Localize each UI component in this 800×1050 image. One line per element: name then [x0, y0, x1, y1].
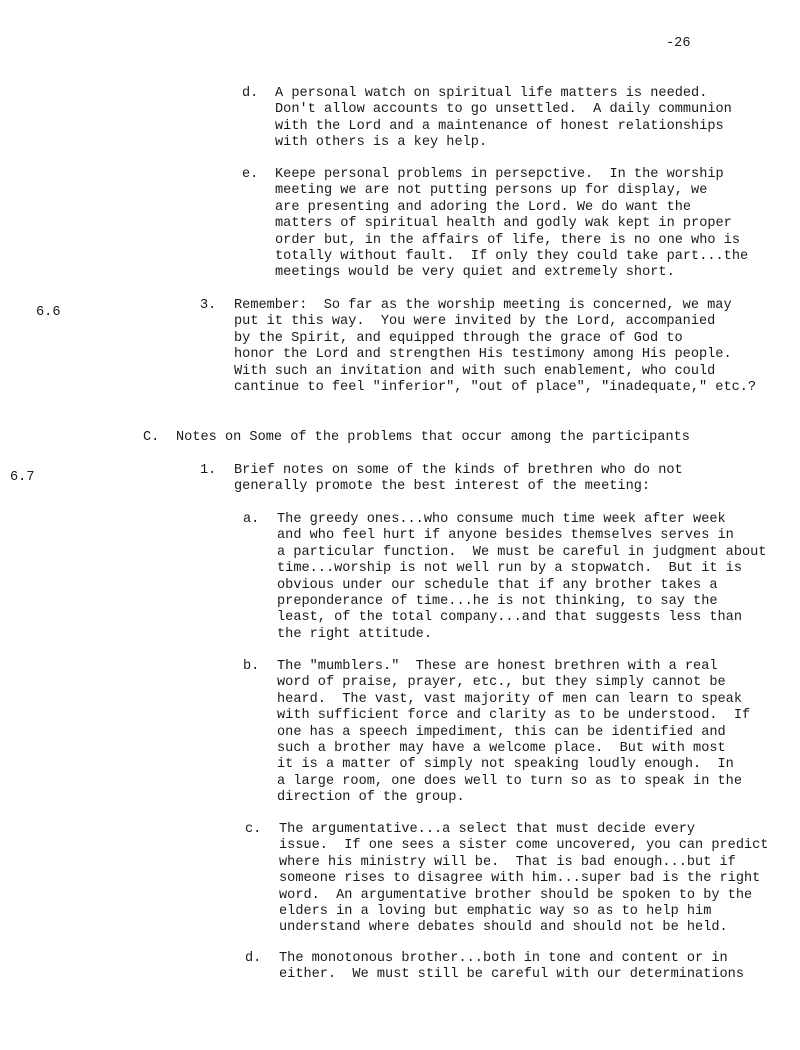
text-line: with sufficient force and clarity as to be understood. If	[277, 708, 751, 724]
item-3-text	[234, 298, 756, 396]
margin-ref-6-6: 6.6	[36, 305, 61, 320]
item-d-marker: d.	[242, 86, 259, 101]
text-line: with the Lord and a maintenance of honest relationships	[275, 118, 724, 134]
text-line: matters of spiritual health and godly wak kept in proper	[275, 216, 732, 232]
text-line: The monotonous brother...both in tone and content or in	[279, 951, 728, 966]
text-line: with others is a key help.	[275, 135, 488, 151]
text-line: elders in a loving but emphatic way so as to help him	[279, 904, 712, 920]
text-line: Keepe personal problems in persepctive. In the worship	[275, 167, 724, 182]
item-c-text	[279, 822, 768, 937]
text-line: understand where debates should and should not be held.	[279, 920, 728, 936]
text-line: Don't allow accounts to go unsettled. A daily communion	[275, 102, 732, 118]
text-line: order but, in the affairs of life, there is no one who is	[275, 232, 740, 248]
text-line: preponderance of time...he is not thinking, to say the	[277, 594, 718, 610]
text-line: a large room, one does well to turn so as to speak in the	[277, 773, 742, 789]
item-3-marker: 3.	[200, 298, 217, 313]
text-line: word. An argumentative brother should be spoken to by the	[279, 887, 753, 903]
item-1-text	[234, 463, 683, 496]
text-line: With such an invitation and with such enablement, who could	[234, 363, 716, 379]
text-line: meeting we are not putting persons up for display, we	[275, 183, 708, 199]
text-line: by the Spirit, and equipped through the grace of God to	[234, 330, 683, 346]
text-line: where his ministry will be. That is bad enough...but if	[279, 854, 736, 870]
text-line: The argumentative...a select that must decide every	[279, 822, 696, 837]
text-line: Notes on Some of the problems that occur among the participants	[176, 430, 690, 445]
text-line: meetings would be very quiet and extremely short.	[275, 265, 675, 281]
text-line: cantinue to feel "inferior", "out of place", "inadequate," etc.?	[234, 380, 757, 396]
item-d-text	[275, 86, 732, 152]
item-b-marker: b.	[243, 659, 260, 674]
text-line: it is a matter of simply not speaking loudly enough. In	[277, 757, 734, 773]
text-line: issue. If one sees a sister come uncovered, you can predict	[279, 838, 769, 854]
text-line: word of praise, prayer, etc., but they simply cannot be	[277, 675, 726, 691]
section-c-marker: C.	[143, 430, 160, 445]
text-line: honor the Lord and strengthen His testimony among His people.	[234, 347, 732, 363]
item-e-marker: e.	[242, 167, 259, 182]
text-line: Brief notes on some of the kinds of brethren who do not	[234, 463, 683, 478]
text-line: one has a speech impediment, this can be identified and	[277, 724, 726, 740]
text-line: the right attitude.	[277, 626, 432, 642]
text-line: The "mumblers." These are honest brethren with a real	[277, 659, 718, 674]
text-line: and who feel hurt if anyone besides themselves serves in	[277, 528, 734, 544]
text-line: totally without fault. If only they could take part...the	[275, 249, 749, 265]
text-line: Remember: So far as the worship meeting is concerned, we may	[234, 298, 732, 313]
text-line: obvious under our schedule that if any brother takes a	[277, 577, 718, 593]
item-a-text	[277, 512, 766, 643]
text-line: least, of the total company...and that suggests less than	[277, 610, 742, 626]
text-line: such a brother may have a welcome place. But with most	[277, 741, 726, 757]
page-number: -26	[666, 36, 691, 51]
text-line: generally promote the best interest of the meeting:	[234, 479, 651, 495]
margin-ref-6-7: 6.7	[10, 470, 35, 485]
text-line: time...worship is not well run by a stopwatch. But it is	[277, 561, 742, 577]
text-line: a particular function. We must be careful in judgment about	[277, 544, 767, 560]
text-line: either. We must still be careful with our determinations	[279, 967, 744, 983]
text-line: put it this way. You were invited by the Lord, accompanied	[234, 314, 716, 330]
text-line: A personal watch on spiritual life matters is needed.	[275, 86, 708, 101]
item-b-text	[277, 659, 750, 807]
text-line: someone rises to disagree with him...super bad is the right	[279, 871, 761, 887]
text-line: are presenting and adoring the Lord. We do want the	[275, 199, 692, 215]
item-d2-text	[279, 951, 744, 984]
item-e-text	[275, 167, 748, 282]
text-line: The greedy ones...who consume much time week after week	[277, 512, 726, 527]
item-a-marker: a.	[243, 512, 260, 527]
item-1-marker: 1.	[200, 463, 217, 478]
item-c-marker: c.	[245, 822, 262, 837]
item-d2-marker: d.	[245, 951, 262, 966]
section-c-heading	[176, 430, 690, 446]
text-line: heard. The vast, vast majority of men can learn to speak	[277, 691, 742, 707]
text-line: direction of the group.	[277, 790, 465, 806]
